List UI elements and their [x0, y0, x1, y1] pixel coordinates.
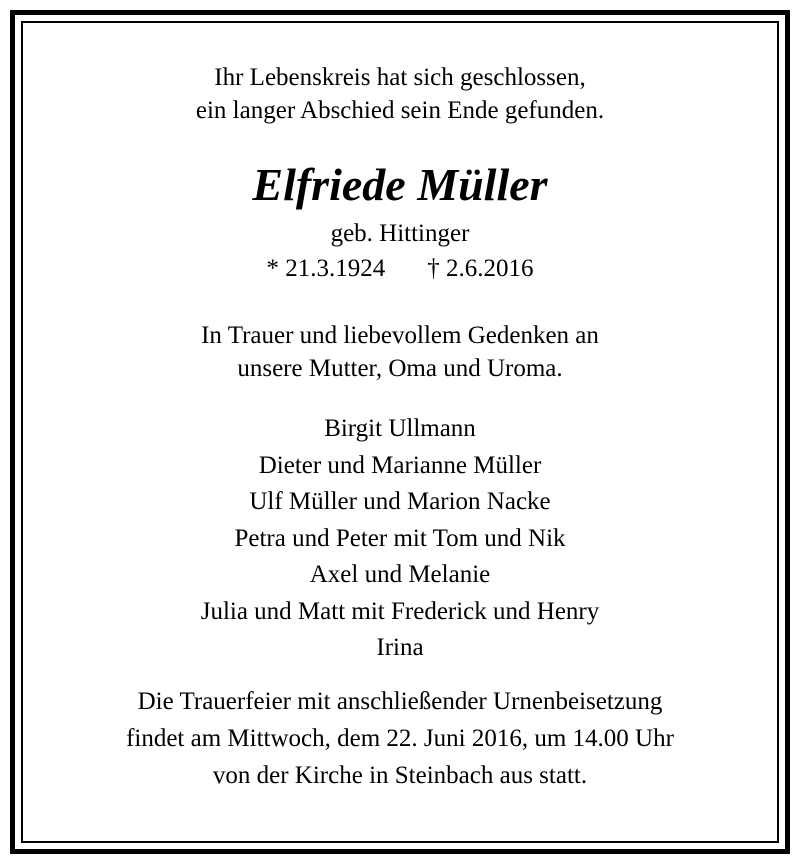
family-member: Ulf Müller und Marion Nacke — [249, 488, 551, 515]
ceremony-line: Die Trauerfeier mit anschließender Urnenbeisetzung — [137, 687, 663, 715]
birth-name: geb. Hittinger — [330, 220, 470, 247]
intro-verse — [23, 61, 777, 127]
family-list — [23, 411, 777, 667]
family-member: Birgit Ullmann — [324, 415, 476, 442]
deceased-name: Elfriede Müller — [252, 159, 548, 210]
family-member: Axel und Melanie — [309, 561, 491, 588]
mourning-line: unsere Mutter, Oma und Uroma. — [237, 355, 563, 382]
life-dates — [23, 252, 777, 285]
intro-line: ein langer Abschied sein Ende gefunden. — [195, 97, 605, 124]
family-member: Julia und Matt mit Frederick und Henry — [200, 597, 600, 625]
mourning-line: In Trauer und liebevollem Gedenken an — [201, 322, 599, 349]
intro-line: Ihr Lebenskreis hat sich geschlossen, — [214, 64, 586, 91]
ceremony-line: findet am Mittwoch, dem 22. Juni 2016, um 14.00 Uhr — [126, 724, 674, 752]
ceremony-line: von der Kirche in Steinbach aus statt. — [212, 761, 588, 789]
birth-date: * 21.3.1924 — [266, 255, 386, 282]
family-member: Irina — [376, 634, 424, 661]
family-member: Dieter und Marianne Müller — [258, 451, 542, 479]
obituary-notice — [23, 23, 777, 794]
ceremony-info — [23, 683, 777, 794]
death-date: † 2.6.2016 — [427, 255, 534, 282]
family-member: Petra und Peter mit Tom und Nik — [234, 524, 566, 552]
mourning-text — [23, 319, 777, 385]
